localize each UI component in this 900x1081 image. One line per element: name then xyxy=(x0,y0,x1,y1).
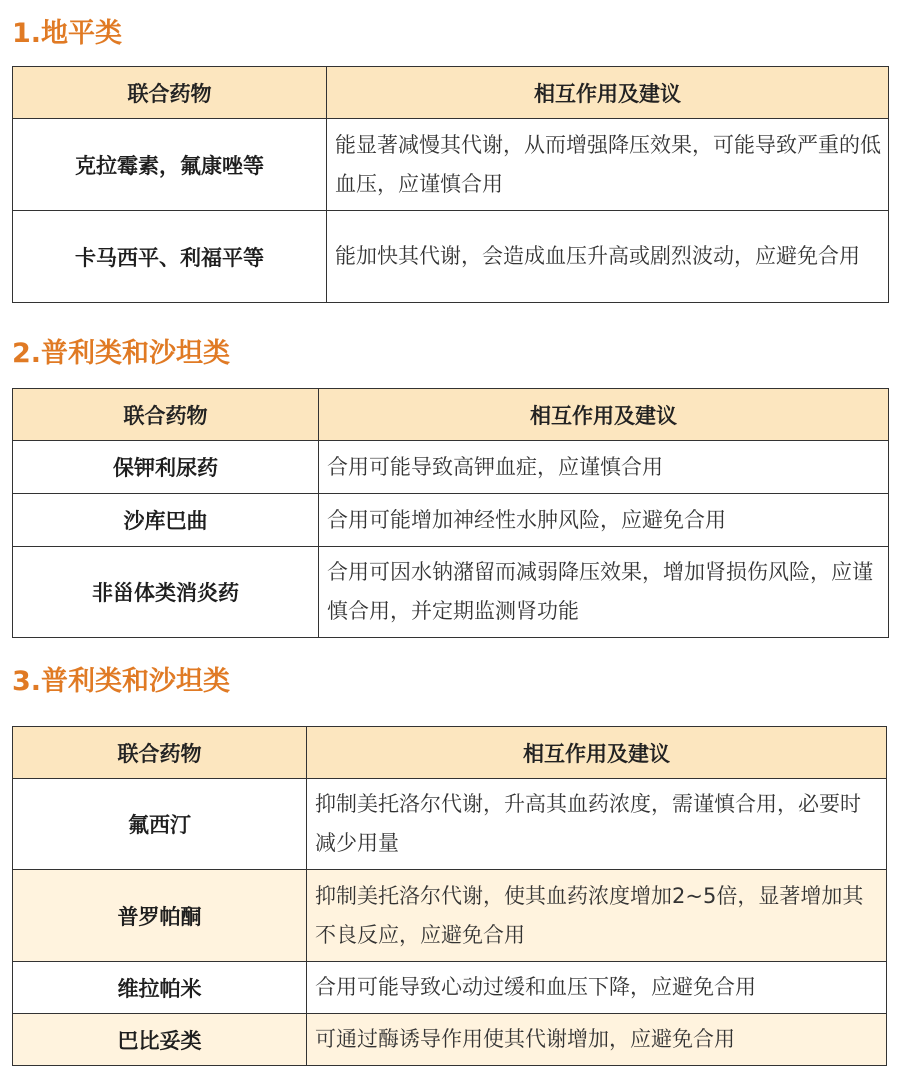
interaction-table-1 xyxy=(12,66,889,303)
drug-name-cell: 沙库巴曲 xyxy=(13,494,319,547)
drug-name-cell: 保钾利尿药 xyxy=(13,441,319,494)
table-header-row xyxy=(13,389,889,441)
advice-cell: 能加快其代谢，会造成血压升高或剧烈波动，应避免合用 xyxy=(327,211,889,303)
column-header-advice: 相互作用及建议 xyxy=(319,389,889,441)
drug-name-cell: 非甾体类消炎药 xyxy=(13,547,319,638)
column-header-drug: 联合药物 xyxy=(13,727,307,779)
interaction-table-2 xyxy=(12,388,889,638)
advice-cell: 抑制美托洛尔代谢，使其血药浓度增加2~5倍，显著增加其不良反应，应避免合用 xyxy=(307,870,887,962)
section-title-3: 3.普利类和沙坦类 xyxy=(12,666,231,697)
advice-cell: 合用可能增加神经性水肿风险，应避免合用 xyxy=(319,494,889,547)
advice-cell: 合用可能导致高钾血症，应谨慎合用 xyxy=(319,441,889,494)
column-header-advice: 相互作用及建议 xyxy=(327,67,889,119)
table-row xyxy=(13,1014,887,1066)
table-row xyxy=(13,441,889,494)
column-header-drug: 联合药物 xyxy=(13,67,327,119)
table-row xyxy=(13,494,889,547)
table-row xyxy=(13,870,887,962)
column-header-drug: 联合药物 xyxy=(13,389,319,441)
table-row xyxy=(13,779,887,870)
table-row xyxy=(13,211,889,303)
interaction-table-3 xyxy=(12,726,887,1066)
drug-name-cell: 卡马西平、利福平等 xyxy=(13,211,327,303)
advice-cell: 合用可能导致心动过缓和血压下降，应避免合用 xyxy=(307,962,887,1014)
table-row xyxy=(13,119,889,211)
table-header-row xyxy=(13,67,889,119)
drug-name-cell: 普罗帕酮 xyxy=(13,870,307,962)
table-row xyxy=(13,962,887,1014)
drug-name-cell: 氟西汀 xyxy=(13,779,307,870)
advice-cell: 合用可因水钠潴留而减弱降压效果，增加肾损伤风险，应谨慎合用，并定期监测肾功能 xyxy=(319,547,889,638)
advice-cell: 抑制美托洛尔代谢，升高其血药浓度，需谨慎合用，必要时减少用量 xyxy=(307,779,887,870)
drug-name-cell: 克拉霉素，氟康唑等 xyxy=(13,119,327,211)
section-title-2: 2.普利类和沙坦类 xyxy=(12,338,231,369)
advice-cell: 能显著减慢其代谢，从而增强降压效果，可能导致严重的低血压，应谨慎合用 xyxy=(327,119,889,211)
column-header-advice: 相互作用及建议 xyxy=(307,727,887,779)
drug-name-cell: 巴比妥类 xyxy=(13,1014,307,1066)
table-header-row xyxy=(13,727,887,779)
drug-name-cell: 维拉帕米 xyxy=(13,962,307,1014)
table-row xyxy=(13,547,889,638)
advice-cell: 可通过酶诱导作用使其代谢增加，应避免合用 xyxy=(307,1014,887,1066)
section-title-1: 1.地平类 xyxy=(12,18,123,49)
